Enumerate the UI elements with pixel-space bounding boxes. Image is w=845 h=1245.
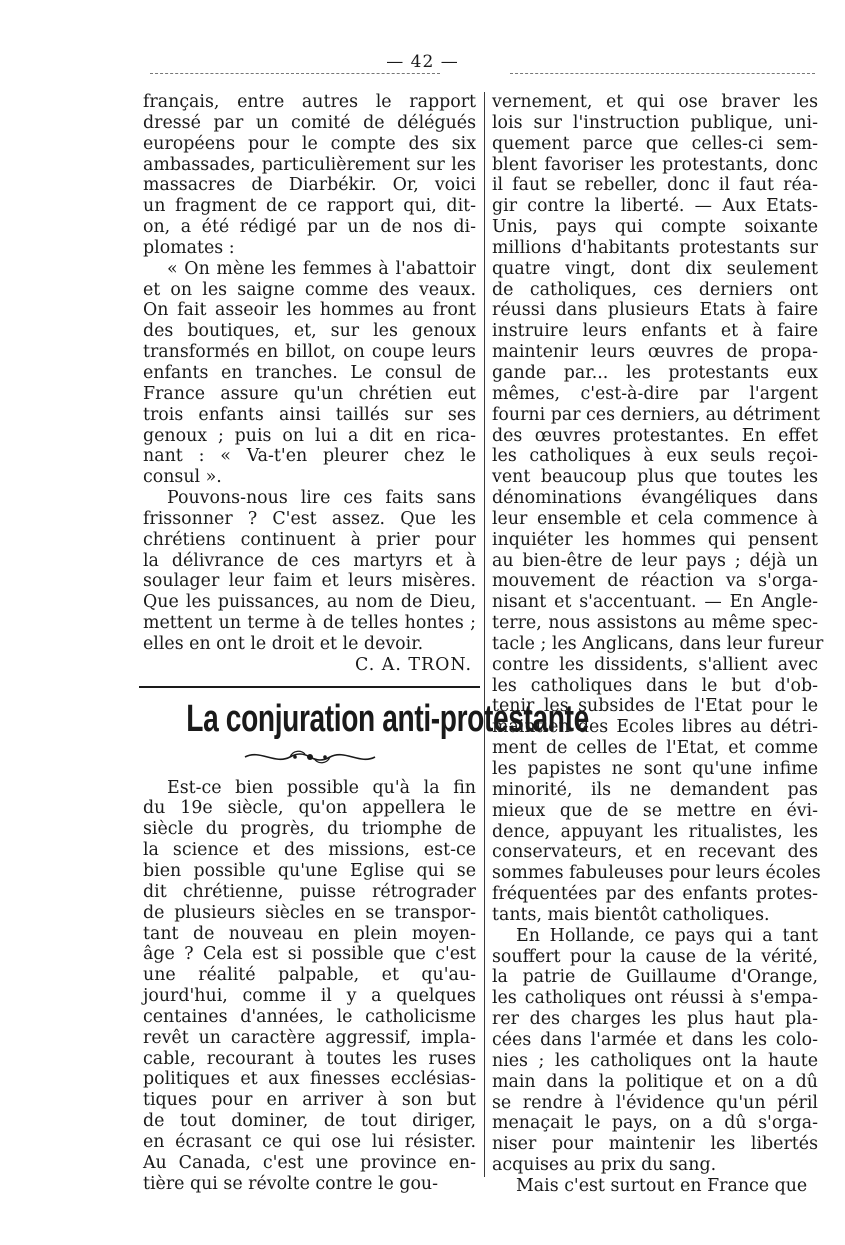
text-line: fourni par ces derniers, au détriment [492,404,820,425]
text-line: de catholiques, ces derniers ont [492,279,818,300]
text-line: de plusieurs siècles en se transpor- [143,902,476,923]
text-line: fréquentées par des enfants protes- [492,884,818,905]
column-divider [484,92,485,1177]
text-line: vernement, et qui ose braver les [492,92,818,112]
page-number: — 42 — [386,52,459,72]
text-line: en écrasant ce qui ose lui résister. [143,1131,476,1152]
text-line: européens pour le compte des six [143,133,476,154]
text-line: elles en ont le droit et le devoir. [143,633,424,654]
text-line: du 19e siècle, qu'on appellera le [143,798,476,819]
text-line: de tout dominer, de tout diriger, [143,1111,476,1132]
text-line: quement parce que celles-ci sem- [492,133,818,154]
text-line: les papistes ne sont qu'une infime [492,759,818,779]
text-line: trois enfants ainsi taillés sur ses [143,404,476,425]
text-line: dence, appuyant les ritualistes, les [492,821,818,842]
text-line: consul ». [143,467,222,488]
text-line: mouvement de réaction va s'orga- [492,571,818,592]
text-line: vent beaucoup plus que toutes les [492,467,818,488]
text-line: bien possible qu'une Eglise qui se [143,861,476,881]
text-line: tants, mais bientôt catholiques. [492,904,770,925]
text-line: En Hollande, ce pays qui a tant [516,925,818,946]
text-line: conservateurs, et en recevant des [492,842,818,863]
text-line: il faut se rebeller, donc il faut réa- [492,175,818,196]
text-line: les catholiques dans le but d'ob- [492,675,818,696]
continuation-paragraph [492,92,824,926]
holland-paragraph [492,926,818,1176]
text-line: ment de celles de l'Etat, et comme [492,738,818,759]
text-line: tant de nouveau en plein moyen- [143,923,476,944]
text-line: leur ensemble et cela commence à [492,508,818,529]
text-line: « On mène les femmes à l'abattoir [167,258,476,279]
text-line: mettent un terme à de telles hontes ; [143,613,476,634]
text-line: dressé par un comité de délégués [143,112,476,133]
text-line: la science et des missions, est-ce [143,840,476,861]
text-line: les catholiques ont réussi à s'empa- [492,988,818,1009]
text-line: plomates : [143,237,235,258]
closing-paragraph [143,488,476,655]
text-line: maintien des Ecoles libres au détri- [492,717,818,738]
text-line: dit chrétienne, puisse rétrograder [143,881,476,902]
text-line: Au Canada, c'est une province en- [143,1152,476,1173]
text-line: français, entre autres le rapport [143,92,476,112]
text-line: nant : « Va-t'en pleurer chez le [143,446,476,467]
ornament-flourish-icon [143,744,476,770]
text-line: cable, recourant à toutes les ruses [143,1048,476,1069]
text-line: blent favoriser les protestants, donc [492,154,818,175]
text-line: ambassades, particulièrement sur les [143,154,476,175]
text-line: terre, nous assistons au même spec- [492,613,818,634]
text-line: revêt un caractère aggressif, impla- [143,1027,476,1048]
text-line: lois sur l'instruction publique, uni- [492,112,818,133]
text-line: mieux que de se mettre en évi- [492,800,818,821]
text-line: contre les dissidents, s'allient avec [492,654,818,675]
text-line: Unis, pays qui compte soixante [492,217,818,238]
text-line: enfants en tranches. Le consul de [143,362,476,383]
text-line: un fragment de ce rapport qui, dit- [143,196,476,217]
text-line: main dans la politique et on a dû [492,1071,818,1092]
text-line: on, a été rédigé par un de nos di- [143,217,476,238]
text-line: centaines d'années, le catholicisme [143,1006,476,1027]
text-line: cées dans l'armée et dans les colo- [492,1029,818,1050]
right-column [492,92,824,1197]
header-rule-right [510,73,815,74]
text-line: chrétiens continuent à prier pour [143,529,476,550]
text-line: transformés en billot, on coupe leurs [143,342,476,363]
text-line: menaçait le pays, on a dû s'orga- [492,1113,818,1134]
text-line: minorité, ils ne demandent pas [492,779,818,800]
section-rule [139,686,480,688]
text-line: nisant et s'accentuant. — En Angle- [492,592,818,613]
text-line: au bien-être de leur pays ; déjà un [492,550,818,571]
text-line: sommes fabuleuses pour leurs écoles [492,863,821,884]
text-line: rer des charges les plus haut pla- [492,1009,818,1030]
text-line: des œuvres protestantes. En effet [492,425,818,446]
text-line: tenir les subsides de l'Etat pour le [492,696,818,717]
text-line: la délivrance de ces martyrs et à [143,550,476,571]
text-line: des boutiques, et, sur les genoux [143,321,476,342]
text-line: Est-ce bien possible qu'à la fin [167,777,476,798]
text-line: politiques et aux finesses ecclésias- [143,1069,476,1090]
text-line: gir contre la liberté. — Aux Etats- [492,196,818,217]
left-column [143,92,589,1195]
quote-paragraph [143,259,476,488]
text-line: instruire leurs enfants et à faire [492,321,818,342]
article-signature: C. A. TRON. [355,654,472,675]
text-line: Que les puissances, au nom de Dieu, [143,592,476,613]
text-line: siècle du progrès, du triomphe de [143,819,476,840]
text-line: tière qui se révolte contre le gou- [143,1173,439,1194]
france-line: Mais c'est surtout en France que [516,1175,808,1196]
text-line: niser pour maintenir les libertés [492,1134,818,1155]
article-title: La conjuration anti-protestante [186,697,589,740]
report-paragraph [143,92,476,259]
text-line: maintenir leurs œuvres de propa- [492,342,818,363]
text-line: les catholiques à eux seuls reçoi- [492,446,818,467]
text-line: une réalité palpable, et qu'au- [143,965,476,986]
text-line: Pouvons-nous lire ces faits sans [167,488,476,509]
text-line: genoux ; puis on lui a dit en rica- [143,425,476,446]
text-line: dénominations évangéliques dans [492,488,818,509]
text-line: massacres de Diarbékir. Or, voici [143,175,476,196]
text-line: millions d'habitants protestants sur [492,237,818,258]
text-line: tacle ; les Anglicans, dans leur fureur [492,633,824,654]
text-line: mêmes, c'est-à-dire par l'argent [492,383,818,404]
text-line: frissonner ? C'est assez. Que les [143,508,476,529]
text-line: tiques pour en arriver à son but [143,1090,476,1111]
text-line: souffert pour la cause de la vérité, [492,946,818,967]
text-line: On fait asseoir les hommes au front [143,300,476,321]
text-line: inquiéter les hommes qui pensent [492,529,818,550]
text-line: et on les saigne comme des veaux. [143,279,476,300]
article-paragraph [143,778,476,1195]
text-line: France assure qu'un chrétien eut [143,383,476,404]
text-line: réussi dans plusieurs Etats à faire [492,300,818,321]
text-line: quatre vingt, dont dix seulement [492,258,818,279]
text-line: jourd'hui, comme il y a quelques [143,986,476,1007]
text-line: âge ? Cela est si possible que c'est [143,944,476,965]
text-line: soulager leur faim et leurs misères. [143,571,476,592]
text-line: gande par... les protestants eux [492,362,818,383]
text-line: se rendre à l'évidence qu'un péril [492,1092,818,1113]
page-header [0,52,845,76]
text-line: acquises au prix du sang. [492,1155,717,1176]
header-rule-left [150,73,440,74]
text-line: nies ; les catholiques ont la haute [492,1050,818,1071]
text-line: la patrie de Guillaume d'Orange, [492,967,818,988]
